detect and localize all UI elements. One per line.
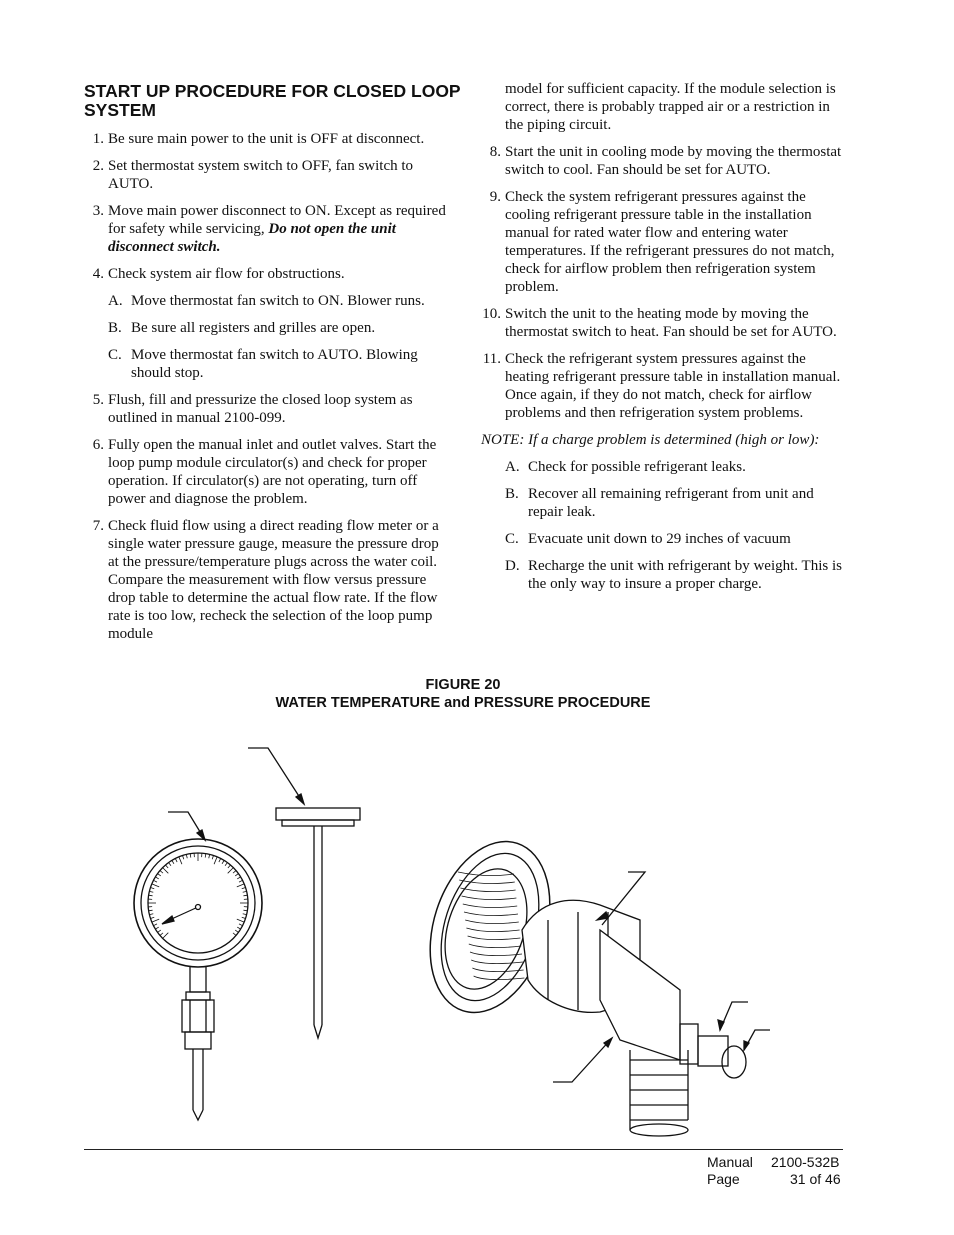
gauge-tick	[172, 860, 174, 863]
gauge-tick	[163, 933, 169, 939]
thread-line	[468, 936, 521, 940]
gauge-tick	[239, 924, 243, 926]
thread-line	[469, 944, 521, 948]
gauge-tick	[149, 914, 153, 915]
charge-note: NOTE: If a charge problem is determined (high or low):	[481, 432, 820, 448]
step-text: Start the unit in cooling mode by moving the thermostat switch to cool. Fan should be set for AUTO.	[505, 144, 842, 178]
gauge-ticks	[148, 853, 248, 938]
gauge-tick	[212, 855, 213, 859]
note-step-letter: D.	[505, 558, 520, 574]
gauge-tick	[233, 933, 236, 936]
gauge-tick	[243, 910, 247, 911]
gauge-tick	[150, 888, 154, 889]
dial-thermometer	[248, 748, 360, 1038]
step-text: Check the system refrigerant pressures against the cooling refrigerant pressure table in the installation manual for rated water flow and entering water temperatures. If the refrigerant pressures do not match, check for airflow problem then refrigeration system problem.	[505, 189, 835, 295]
step-text: Check fluid flow using a direct reading flow meter or a single water pressure gauge, measure the pressure drop at the pressure/temperature plugs across the water coil. Compare the measurement with flow versus pressure drop table to determine the actual flow rate. If the flow rate is too low, recheck the selection of the loop pump module	[108, 518, 439, 642]
substep-text: Be sure all registers and grilles are open.	[131, 320, 376, 336]
step-number: 8.	[489, 144, 501, 160]
step-text: Set thermostat system switch to OFF, fan switch to AUTO.	[108, 158, 414, 192]
substep-text: Move thermostat fan switch to AUTO. Blowing should stop.	[131, 347, 418, 381]
substep-letter: A.	[108, 293, 123, 309]
pressure-gauge	[134, 812, 262, 1120]
gauge-tick	[219, 858, 221, 862]
step-number: 4.	[92, 266, 104, 282]
gauge-tick	[183, 855, 184, 859]
step-text: Check system air flow for obstructions.	[108, 266, 345, 282]
gauge-tick	[242, 917, 246, 918]
gauge-tick	[225, 863, 227, 866]
footer-page-label: Page	[707, 1171, 740, 1187]
substep-letter: C.	[108, 347, 122, 363]
step-text: Switch the unit to the heating mode by moving the thermostat switch to heat. Fan should be set for AUTO.	[505, 306, 837, 340]
thread-line	[462, 896, 517, 900]
gauge-tick	[160, 871, 163, 874]
gauge-tick	[179, 857, 182, 864]
gauge-tick	[214, 857, 217, 864]
step-number: 3.	[92, 203, 104, 219]
thread-line	[460, 888, 515, 892]
thread-line	[463, 904, 517, 908]
note-step-letter: B.	[505, 486, 519, 502]
gauge-tick	[237, 919, 244, 922]
thread-line	[466, 928, 519, 932]
gauge-tick	[243, 891, 247, 892]
thread-line	[470, 952, 522, 956]
step-number: 7.	[92, 518, 104, 534]
gauge-tick	[222, 860, 224, 863]
gauge-tick	[235, 930, 238, 932]
substep-text: Move thermostat fan switch to ON. Blower runs.	[131, 293, 425, 309]
step-warning: Do not open the unit disconnect switch.	[108, 221, 396, 255]
note-step-text: Evacuate unit down to 29 inches of vacuum	[528, 531, 791, 547]
step-number: 6.	[92, 437, 104, 453]
gauge-tick	[153, 880, 157, 882]
gauge-tick	[237, 884, 244, 887]
step-text: Check the refrigerant system pressures against the heating refrigerant pressure table in installation manual. Once again, if they do not match, check for airflow problems and then refrigeration system problems.	[505, 351, 841, 421]
gauge-tick	[155, 927, 158, 929]
gauge-tick	[158, 874, 161, 876]
gauge-tick	[175, 858, 177, 862]
gauge-tick	[169, 863, 171, 866]
step-number: 10.	[482, 306, 501, 322]
thread-line	[459, 880, 515, 884]
note-step-letter: C.	[505, 531, 519, 547]
gauge-tick	[228, 865, 231, 868]
gauge-tick	[163, 868, 169, 874]
section-heading: START UP PROCEDURE FOR CLOSED LOOP SYSTEM	[84, 81, 461, 120]
step-number: 2.	[92, 158, 104, 174]
gauge-tick	[153, 924, 157, 926]
step-7-continued: model for sufficient capacity. If the module selection is correct, there is probably trapped air or a restriction in the piping circuit.	[505, 81, 836, 133]
gauge-tick	[242, 888, 246, 889]
step-number: 1.	[92, 131, 104, 147]
thread-line	[464, 912, 518, 916]
gauge-tick	[155, 877, 158, 879]
footer-rule	[84, 1149, 843, 1150]
gauge-tick	[239, 880, 243, 882]
figure-title: WATER TEMPERATURE and PRESSURE PROCEDURE	[275, 695, 651, 711]
footer-page-value: 31 of 46	[790, 1171, 841, 1187]
gauge-tick	[233, 871, 236, 874]
thread-line	[465, 920, 519, 924]
thread-line	[458, 872, 514, 876]
substep-letter: B.	[108, 320, 122, 336]
gauge-tick	[209, 854, 210, 858]
gauge-tick	[158, 930, 161, 932]
pressure-temperature-plug	[410, 826, 770, 1136]
gauge-tick	[243, 895, 247, 896]
step-text: Flush, fill and pressurize the closed loop system as outlined in manual 2100-099.	[108, 392, 413, 426]
step-text: Fully open the manual inlet and outlet valves. Start the loop pump module circulator(s) and check for proper operation. If circulator(s) are not operating, turn off power and diagnose the problem.	[108, 437, 437, 507]
footer-manual-label: Manual	[707, 1154, 753, 1170]
gauge-tick	[237, 877, 240, 879]
step-number: 5.	[92, 392, 104, 408]
note-step-letter: A.	[505, 459, 520, 475]
gauge-tick	[152, 919, 159, 922]
footer-manual-value: 2100-532B	[771, 1154, 840, 1170]
gauge-tick	[205, 854, 206, 858]
step-number: 11.	[482, 351, 501, 367]
gauge-tick	[235, 874, 238, 876]
gauge-tick	[149, 910, 153, 911]
thread-line	[472, 968, 523, 972]
step-text: Be sure main power to the unit is OFF at disconnect.	[108, 131, 425, 147]
gauge-tick	[149, 895, 153, 896]
note-step-text: Recharge the unit with refrigerant by weight. This is the only way to insure a proper charge.	[528, 558, 842, 592]
note-step-text: Check for possible refrigerant leaks.	[528, 459, 746, 475]
gauge-tick	[190, 854, 191, 858]
gauge-tick	[166, 865, 169, 868]
gauge-tick	[149, 891, 153, 892]
gauge-tick	[228, 868, 234, 874]
note-step-text: Recover all remaining refrigerant from unit and repair leak.	[528, 486, 814, 520]
step-number: 9.	[489, 189, 501, 205]
thread-line	[471, 960, 523, 964]
gauge-tick	[152, 884, 159, 887]
gauge-tick	[243, 914, 247, 915]
gauge-tick	[237, 927, 240, 929]
gauge-tick	[160, 933, 163, 936]
step-text: Move main power disconnect to ON. Except as required for safety while servicing,	[108, 203, 446, 237]
figure-number: FIGURE 20	[425, 677, 501, 693]
gauge-tick	[186, 854, 187, 858]
gauge-tick	[150, 917, 154, 918]
